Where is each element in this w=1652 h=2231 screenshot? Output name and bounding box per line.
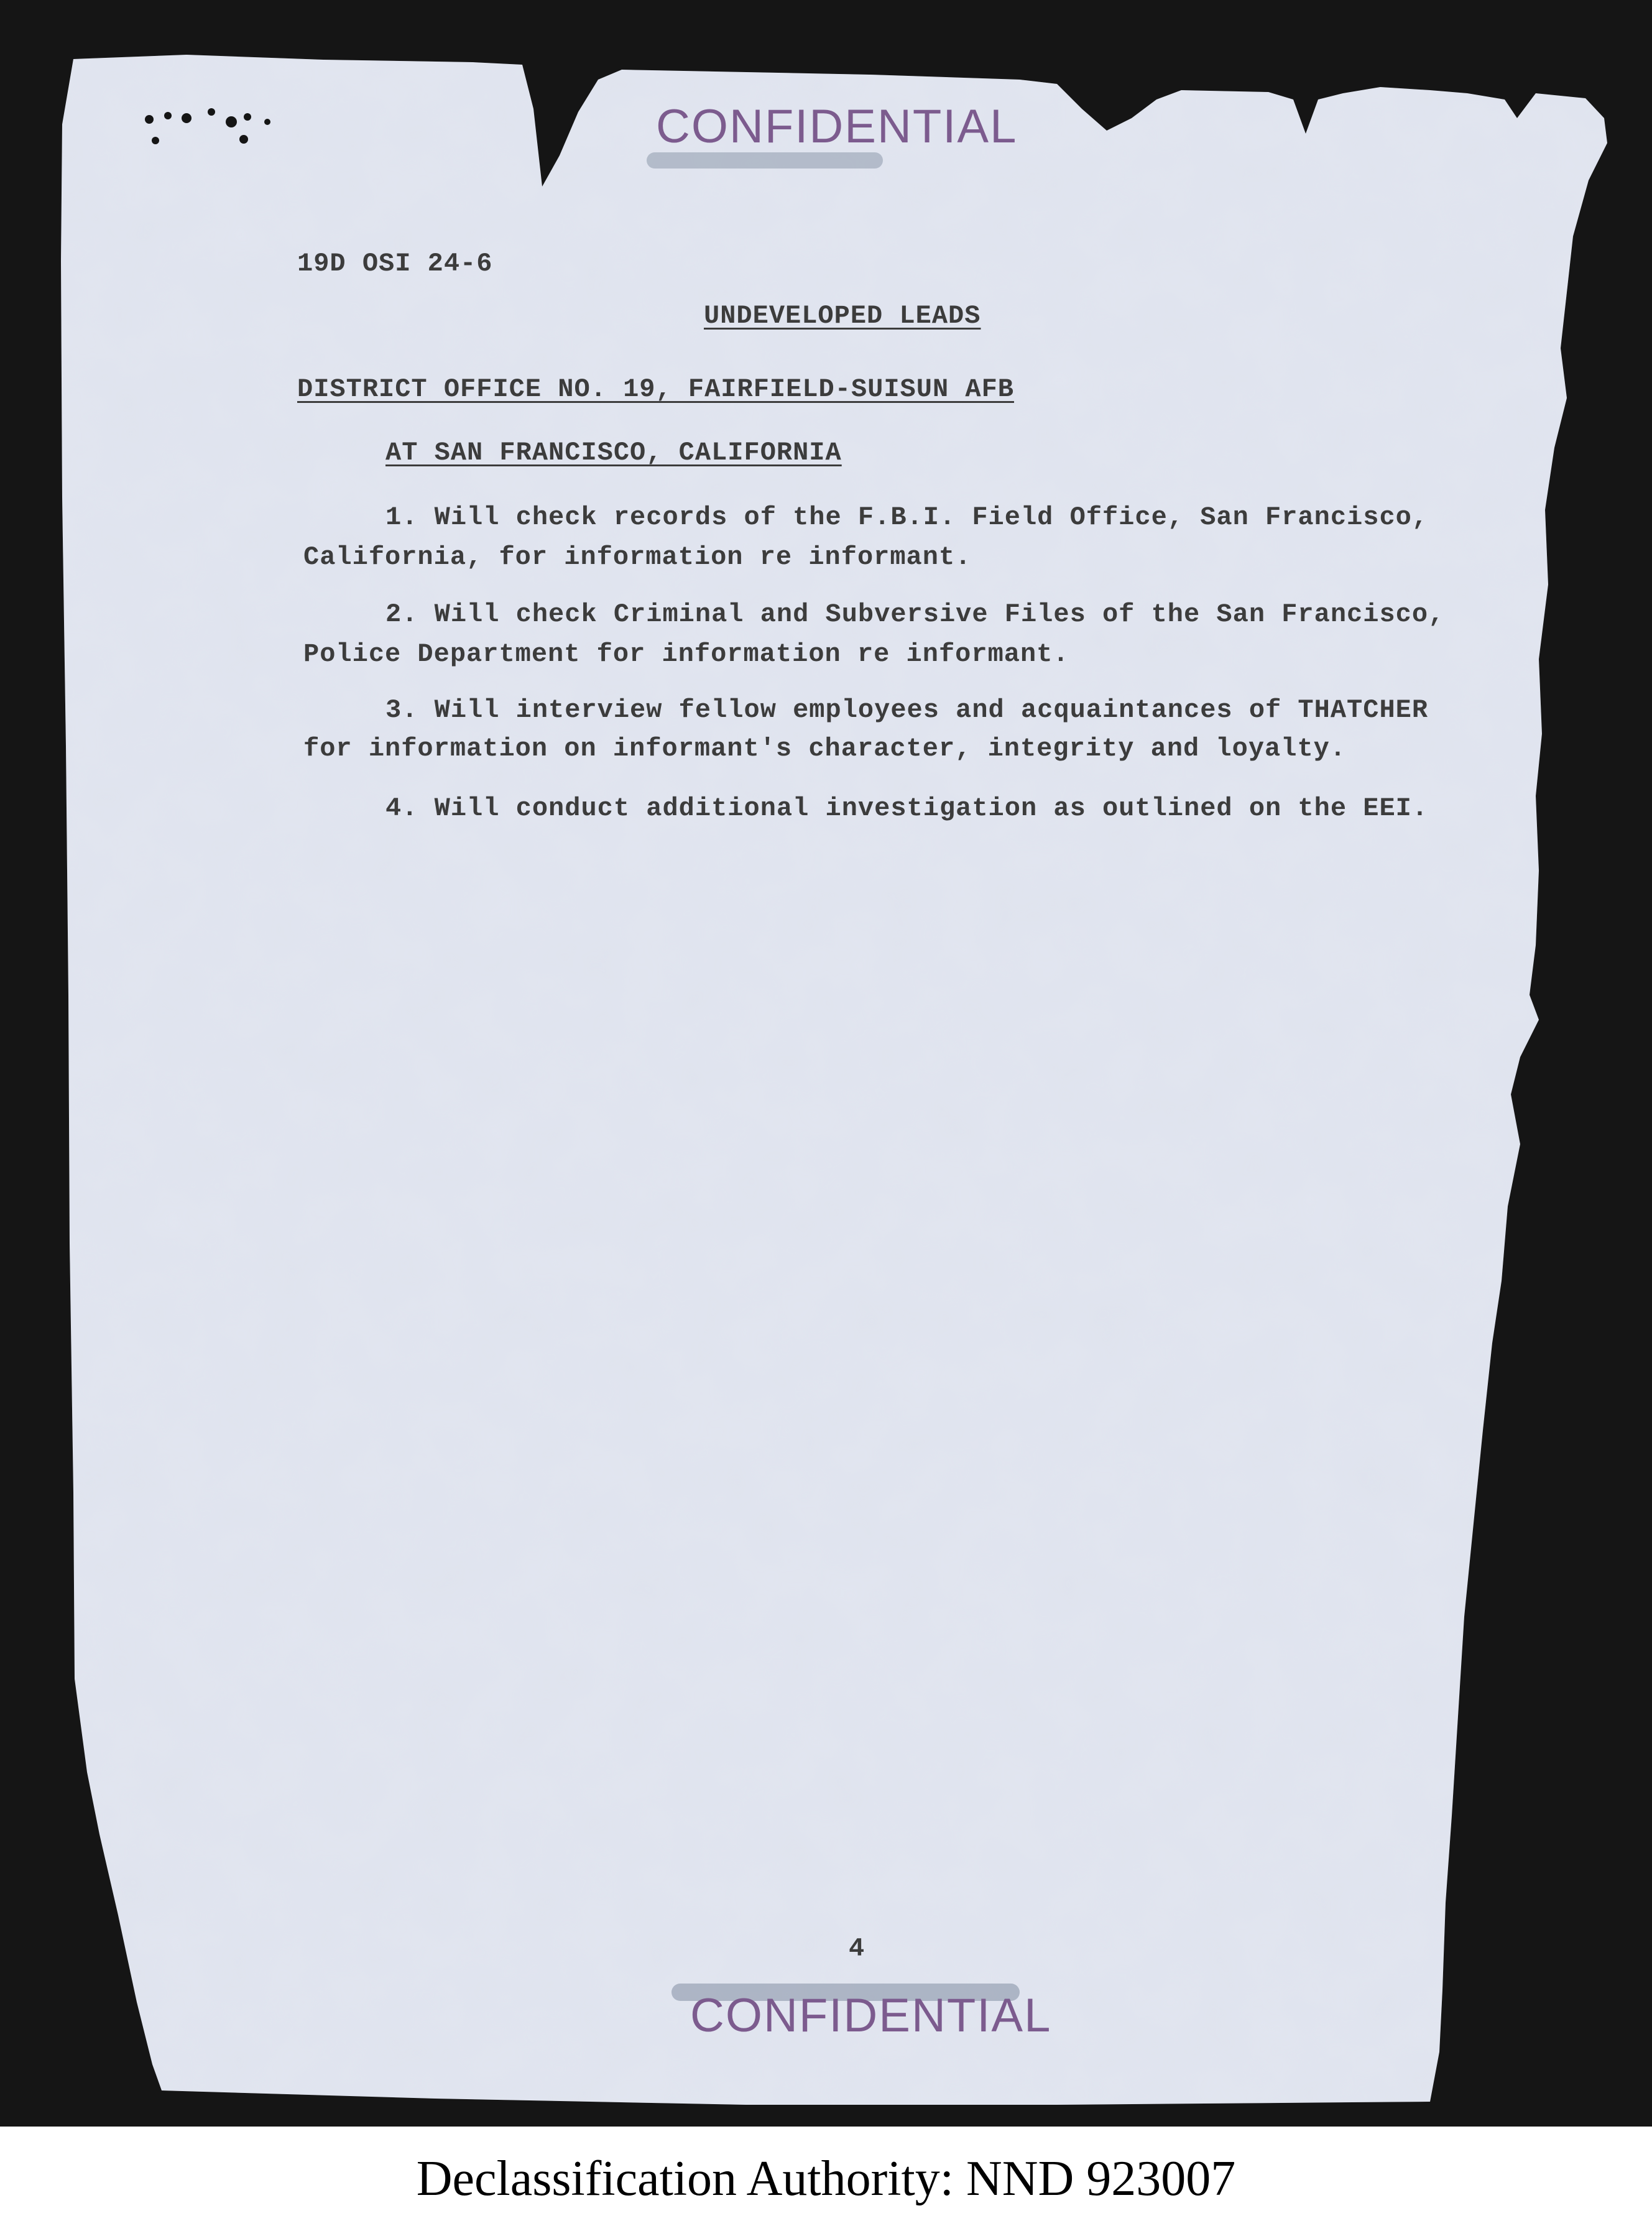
district-office-heading: DISTRICT OFFICE NO. 19, FAIRFIELD-SUISUN AFB xyxy=(297,374,1014,404)
lead-1-line-2: California, for information re informant. xyxy=(303,542,972,572)
location-heading: AT SAN FRANCISCO, CALIFORNIA xyxy=(385,438,842,468)
stamp-smudge-top xyxy=(647,152,883,169)
lead-1-line-1: 1. Will check records of the F.B.I. Field Office, San Francisco, xyxy=(385,502,1429,532)
lead-3-line-1: 3. Will interview fellow employees and acquaintances of THATCHER xyxy=(385,695,1429,725)
lead-3-line-2: for information on informant's character, integrity and loyalty. xyxy=(303,734,1347,764)
confidential-stamp-top: CONFIDENTIAL xyxy=(656,100,1018,153)
lead-2-line-2: Police Department for information re informant. xyxy=(303,639,1069,669)
page-number: 4 xyxy=(849,1934,865,1964)
confidential-stamp-bottom: CONFIDENTIAL xyxy=(690,1989,1052,2042)
declassification-footer: Declassification Authority: NND 923007 xyxy=(416,2151,1236,2206)
lead-4-line-1: 4. Will conduct additional investigation as outlined on the EEI. xyxy=(385,793,1429,823)
file-number: 19D OSI 24-6 xyxy=(297,249,493,279)
report-heading: UNDEVELOPED LEADS xyxy=(704,301,981,331)
lead-2-line-1: 2. Will check Criminal and Subversive Files of the San Francisco, xyxy=(385,599,1445,629)
